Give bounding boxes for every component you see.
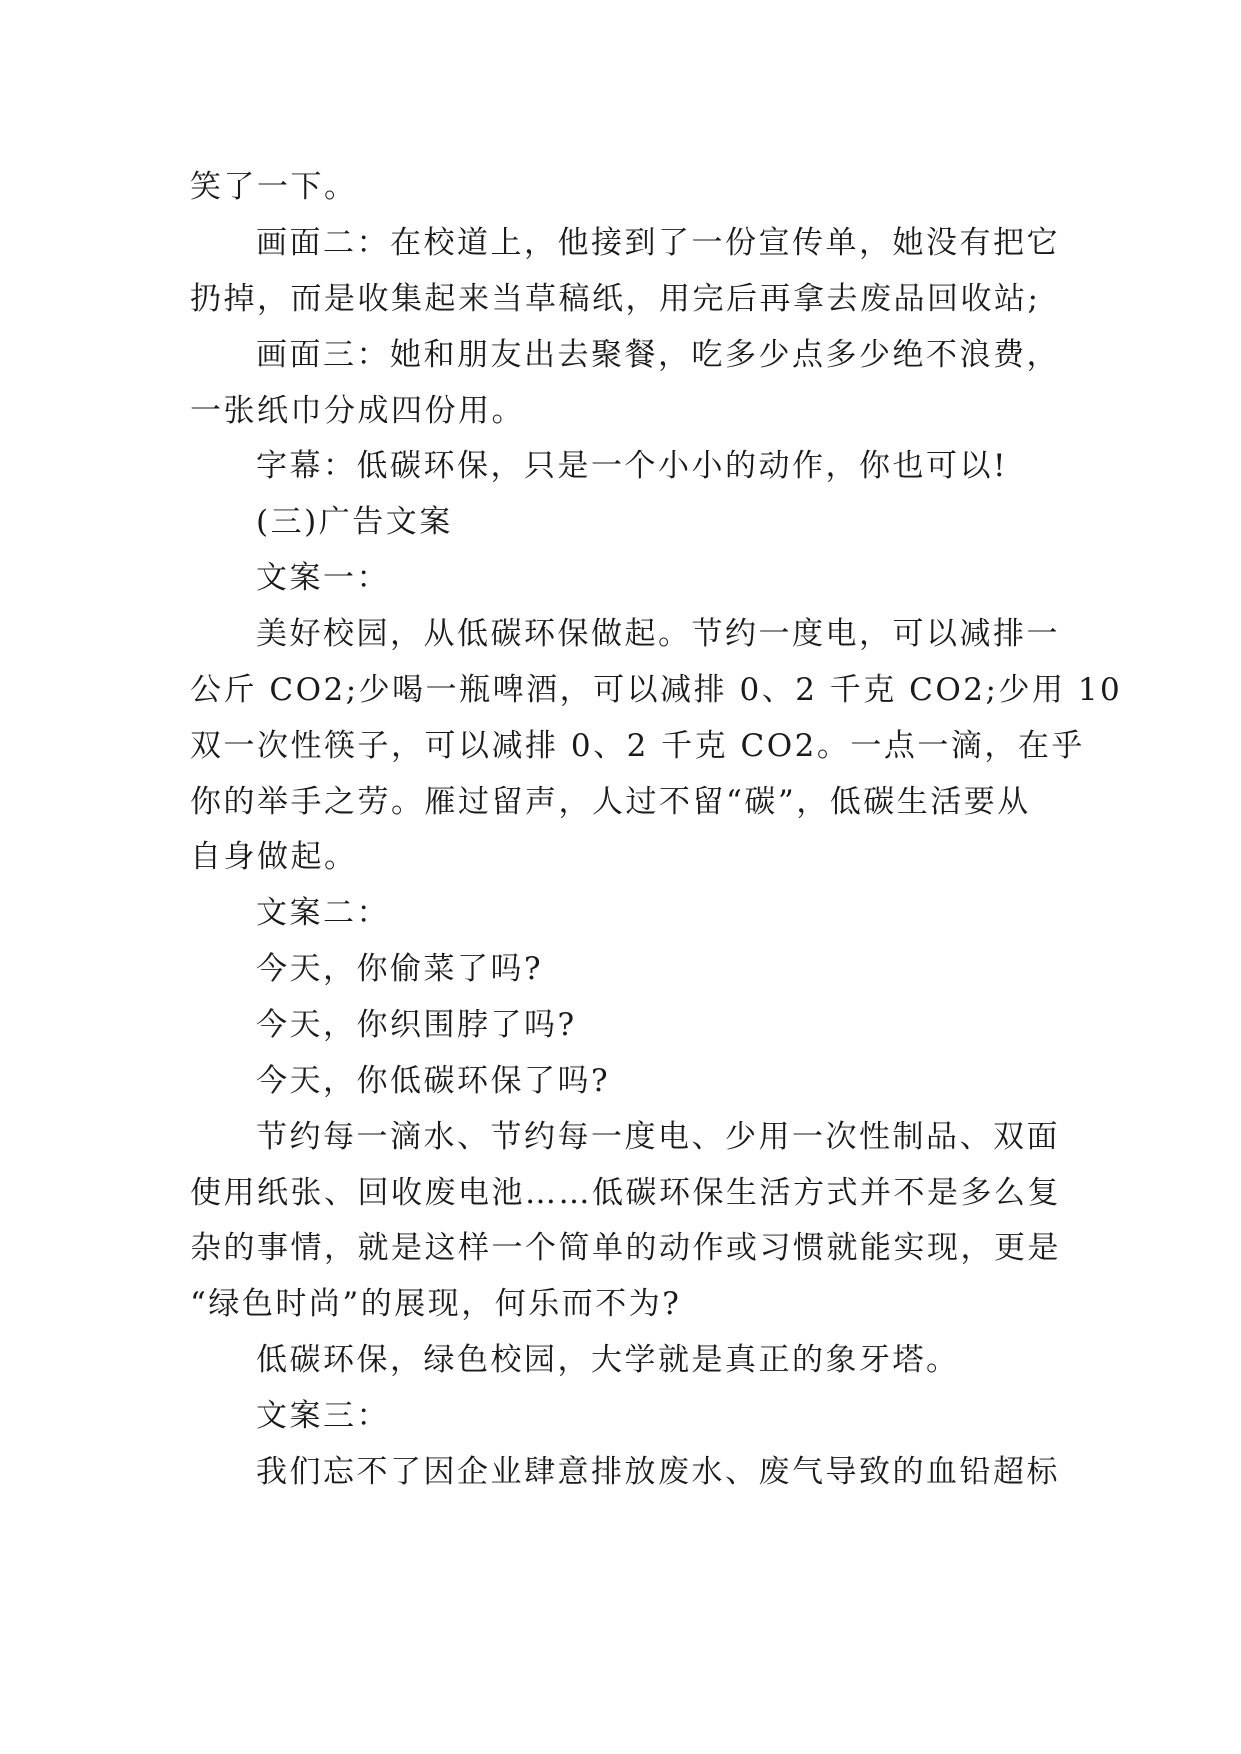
text-line: 美好校园，从低碳环保做起。节约一度电，可以减排一 xyxy=(256,616,1060,652)
subheading: 文案三： xyxy=(256,1398,390,1434)
text-line: “绿色时尚”的展现，何乐而不为? xyxy=(190,1286,682,1322)
text-line: 节约每一滴水、节约每一度电、少用一次性制品、双面 xyxy=(256,1119,1060,1155)
text-line: 低碳环保，绿色校园，大学就是真正的象牙塔。 xyxy=(256,1342,960,1378)
text-line: 双一次性筷子，可以减排 0、2 千克 CO2。一点一滴，在乎 xyxy=(190,728,1085,764)
text-line: 自身做起。 xyxy=(190,839,358,875)
subheading: 文案一： xyxy=(256,560,390,596)
text-line: 今天，你偷菜了吗? xyxy=(256,951,544,987)
text-line: 今天，你织围脖了吗? xyxy=(256,1007,577,1043)
text-line: 画面二：在校道上，他接到了一份宣传单，她没有把它 xyxy=(256,225,1060,261)
subheading: 文案二： xyxy=(256,895,390,931)
text-line: 笑了一下。 xyxy=(190,169,358,205)
text-line: 你的举手之劳。雁过留声，人过不留“碳”，低碳生活要从 xyxy=(190,784,1031,820)
text-line: 扔掉，而是收集起来当草稿纸，用完后再拿去废品回收站; xyxy=(190,281,1041,317)
text-line: 字幕：低碳环保，只是一个小小的动作，你也可以! xyxy=(256,448,1008,484)
text-line: 画面三：她和朋友出去聚餐，吃多少点多少绝不浪费， xyxy=(256,337,1060,373)
text-line: 一张纸巾分成四份用。 xyxy=(190,393,525,429)
text-line: 杂的事情，就是这样一个简单的动作或习惯就能实现，更是 xyxy=(190,1230,1061,1266)
text-line: 我们忘不了因企业肆意排放废水、废气导致的血铅超标 xyxy=(256,1454,1060,1490)
text-line: 使用纸张、回收废电池……低碳环保生活方式并不是多么复 xyxy=(190,1175,1061,1211)
section-heading: (三)广告文案 xyxy=(256,504,453,540)
text-line: 今天，你低碳环保了吗? xyxy=(256,1063,611,1099)
text-line: 公斤 CO2;少喝一瓶啤酒，可以减排 0、2 千克 CO2;少用 10 xyxy=(190,672,1123,708)
